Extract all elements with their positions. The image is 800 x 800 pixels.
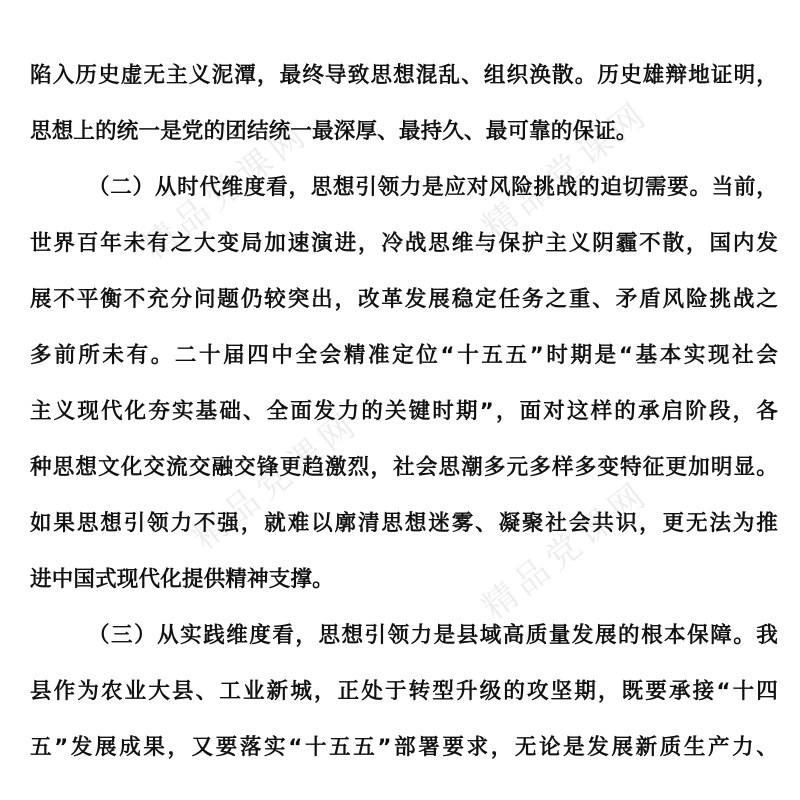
text-line: 五”发展成果，又要落实“十五五”部署要求，无论是发展新质生产力、 xyxy=(30,735,778,760)
text-line: 陷入历史虚无主义泥潭，最终导致思想混乱、组织涣散。历史雄辩地证明， xyxy=(30,63,778,88)
paragraph-section-2 xyxy=(30,164,778,612)
watermark: 精品党课网 xyxy=(474,93,658,248)
text-line: 多前所未有。二十届四中全会精准定位“十五五”时期是“基本实现社会 xyxy=(30,343,778,368)
watermark: 精品党课网 xyxy=(474,473,658,628)
section-heading-line: （二）从时代维度看，思想引领力是应对风险挑战的迫切需要。当前， xyxy=(88,175,778,200)
text-line: 进中国式现代化提供精神支撑。 xyxy=(30,567,334,592)
text-line: 思想上的统一是党的团结统一最深厚、最持久、最可靠的保证。 xyxy=(30,119,638,144)
text-line: 县作为农业大县、工业新城，正处于转型升级的攻坚期，既要承接“十四 xyxy=(30,679,778,704)
text-line: 世界百年未有之大变局加速演进，冷战思维与保护主义阴霾不散，国内发 xyxy=(30,231,778,256)
watermark: 精品党课网 xyxy=(184,403,368,558)
document-body xyxy=(30,52,778,780)
watermark: 精品党课网 xyxy=(134,113,318,268)
text-line: 种思想文化交流交融交锋更趋激烈，社会思潮多元多样多变特征更加明显。 xyxy=(30,455,778,480)
text-line: 主义现代化夯实基础、全面发力的关键时期”，面对这样的承启阶段，各 xyxy=(30,399,778,424)
section-heading-line: （三）从实践维度看，思想引领力是县域高质量发展的根本保障。我 xyxy=(88,623,778,648)
text-line: 展不平衡不充分问题仍较突出，改革发展稳定任务之重、矛盾风险挑战之 xyxy=(30,287,778,312)
paragraph-intro xyxy=(30,52,778,164)
paragraph-section-3 xyxy=(30,612,778,780)
text-line: 如果思想引领力不强，就难以廓清思想迷雾、凝聚社会共识，更无法为推 xyxy=(30,511,778,536)
